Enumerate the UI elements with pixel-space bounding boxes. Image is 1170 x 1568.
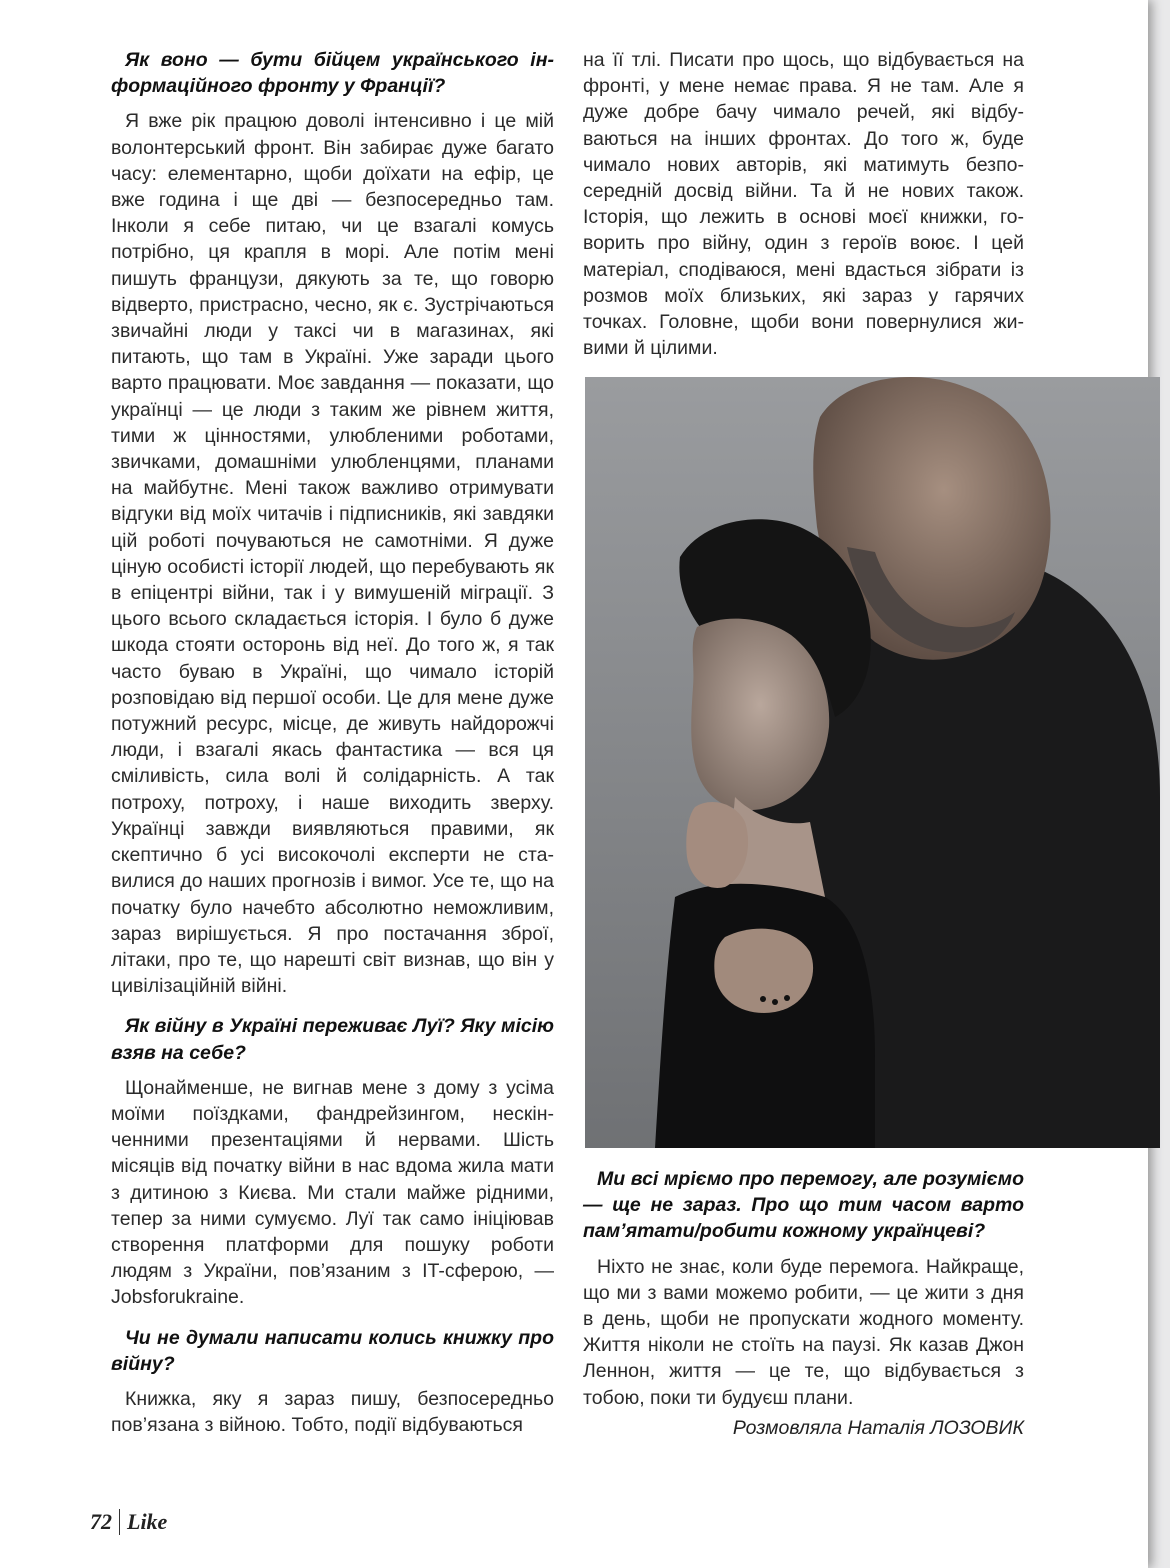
answer-3: Книжка, яку я зараз пишу, безпосередньо пов’язана з війною. Тобто, події відбуваються — [111, 1387, 554, 1437]
question-2: Як війну в Україні переживає Луї? Яку місію взяв на себе? — [111, 1015, 554, 1064]
right-column-top — [583, 47, 1024, 368]
answer-3-continued: на її тлі. Писати про щось, що відбувається на фронті, у мене немає права. Я не там. Але я дуже добре бачу чимало речей, які відбуваються на інших фронтах. До того ж, буде чимало нових авторів, які матимуть безпосередній досвід війни. Та й не нових також. Історія, що лежить в основі моєї книжки, говорить про війну, один з героїв воює. І цей матеріал, сподіваюся, мені вдасться зібрати із розмов моїх близьких, які зараз у гарячих точках. Головне, щоби вони повернулися живими й цілими. — [583, 49, 1024, 360]
couple-photo — [585, 377, 1160, 1148]
left-column — [111, 47, 554, 1445]
photo-illustration — [585, 377, 1160, 1148]
answer-1: Я вже рік працюю доволі інтенсивно і це мій волонтерський фронт. Він забирає дуже багато часу: елементарно, щоби доїхати на ефір, це вже година і ще дві — безпосередньо там. Інколи я себе питаю, чи це взагалі комусь потрібно, ця крапля в морі. Але потім мені пишуть французи, дякують за те, що говорю відверто, пристрасно, чесно, як є. Зустрічаються звичайні люди у таксі чи в магазинах, які питають, що там в Україні. Уже заради цього варто працювати. Моє завдання — показати, що українці — це люди з таким же рівнем життя, тими ж цінностями, улюбленими роботами, звичками, домашніми улюбленцями, планами на майбутнє. Мені також важливо отримувати відгуки від моїх читачів і підписників, які завдяки цій роботі почуваються не самотніми. Я дуже ціную особисті історії людей, що перебувають як в епіцентрі війни, так і у вимушеній міграції. З цього всього складається історія. І було б дуже шкода стояти осторонь від неї. До того ж, я так часто буваю в Україні, що чимало історій розповідаю від першої особи. Це для мене дуже потужний ресурс, місце, де живуть найдорожчі люди, і взагалі якась фантастика — вся ця сміливість, сила волі й солідарність. А так потроху, потроху, і наше виходить зверху. Українці завжди виявляються правими, як скептично б усі високочолі експерти не ставилися до наших прогнозів і вимог. Усе те, що на початку було начебто абсолютно неможливим, зараз вирішується. Я про постачання зброї, літаки, про те, що нарешті світ визнав, що він у цивілізаційній війні. — [111, 110, 554, 998]
answer-2: Щонайменше, не вигнав мене з дому з усіма моїми поїздками, фандрейзингом, нескінченними презентаціями й нервами. Шість місяців від початку війни в нас вдома жила мати з дитиною з Києва. Ми стали майже рідними, тепер за ними сумуємо. Луї так само ініціював створення платформи для пошуку роботи людям з України, пов’язаним з IT-сферою, — Jobsforukraine. — [111, 1076, 554, 1309]
author-signature: Розмовляла Наталія ЛОЗОВИК — [732, 1417, 1024, 1439]
right-column-bottom — [583, 1166, 1024, 1418]
answer-4: Ніхто не знає, коли буде перемога. Найкраще, що ми з вами можемо робити, — це жити з дня в день, щоби не пропускати жодного моменту. Життя ніколи не стоїть на паузі. Як казав Джон Леннон, життя — це те, що відбувається з тобою, поки ти будуєш плани. — [583, 1255, 1024, 1409]
page-number: 72 — [90, 1509, 112, 1534]
question-1: Як воно — бути бійцем українського інформаційного фронту у Франції? — [111, 49, 554, 98]
question-3: Чи не думали написати колись книжку про війну? — [111, 1326, 554, 1375]
magazine-name: Like — [127, 1509, 168, 1534]
footer-divider — [119, 1509, 120, 1535]
page-footer — [90, 1509, 167, 1535]
question-4: Ми всі мріємо про перемогу, але розуміємо — ще не зараз. Про що тим часом варто пам’ятати/робити кожному українцеві? — [583, 1168, 1024, 1243]
